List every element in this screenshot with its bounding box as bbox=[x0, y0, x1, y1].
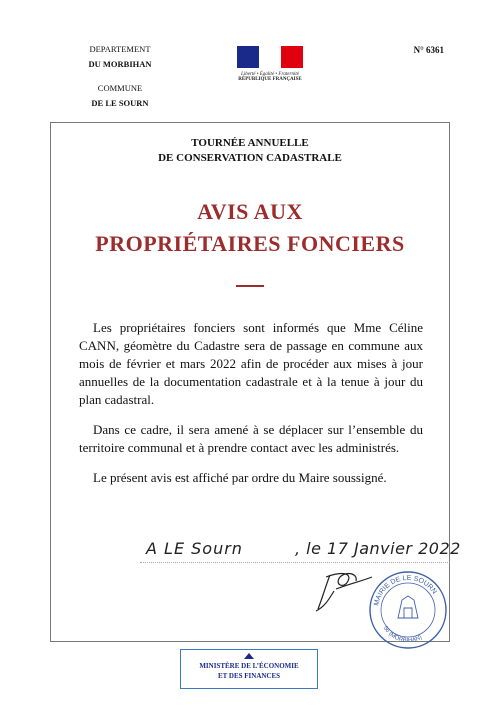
department-label: DEPARTEMENT bbox=[89, 44, 151, 54]
department-name: DU MORBIHAN bbox=[88, 59, 152, 69]
tour-line-2: DE CONSERVATION CADASTRALE bbox=[158, 152, 342, 164]
paragraph-2: Dans ce cadre, il sera amené à se déplacer sur l’ensemble du territoire communal et à prendre contact avec les administrés. bbox=[79, 422, 423, 455]
notice-body bbox=[79, 319, 423, 499]
republic-name: RÉPUBLIQUE FRANÇAISE bbox=[238, 77, 302, 82]
tour-line-1: TOURNÉE ANNUELLE bbox=[191, 137, 309, 149]
stamp-bottom-text: 56 (MORBIHAN) bbox=[381, 625, 424, 645]
signature-date: , le 17 Janvier 2022 bbox=[295, 539, 461, 558]
commune-name: DE LE SOURN bbox=[91, 98, 149, 108]
stamp-top-text: MAIRIE DE LE SOURN bbox=[373, 574, 438, 607]
commune-label: COMMUNE bbox=[97, 83, 143, 93]
ministry-logo bbox=[180, 649, 318, 689]
republic-motto: Liberté • Égalité • Fraternité bbox=[241, 72, 299, 77]
ministry-triangle-icon bbox=[244, 653, 254, 659]
svg-text:56 (MORBIHAN) bbox=[382, 625, 423, 644]
title-divider bbox=[236, 285, 264, 287]
svg-text:MAIRIE DE LE SOURN bbox=[373, 575, 437, 607]
title-line-2: PROPRIÉTAIRES FONCIERS bbox=[95, 231, 405, 256]
notice-title bbox=[50, 196, 450, 260]
paragraph-1: Les propriétaires fonciers sont informés que Mme Céline CANN, géomètre du Cadastre sera de passage en commune aux mois de février et mars 2022 afin de procéder aux mises à jour annuelles de la documentation cadastrale et à la tenue à jour du plan cadastral. bbox=[79, 320, 423, 407]
ministry-line-2: ET DES FINANCES bbox=[217, 672, 281, 680]
signature-place: A LE Sourn bbox=[146, 539, 243, 558]
paragraph-3: Le présent avis est affiché par ordre du Maire soussigné. bbox=[93, 470, 387, 485]
notice-number: N° 6361 bbox=[413, 45, 444, 55]
town-hall-stamp bbox=[368, 570, 448, 650]
tricolor-flag-icon bbox=[237, 46, 303, 68]
department-header bbox=[60, 42, 180, 111]
republic-logo bbox=[230, 46, 310, 82]
ministry-line-1: MINISTÈRE DE L’ÉCONOMIE bbox=[199, 662, 299, 670]
signature-dotted-line bbox=[140, 562, 450, 563]
notice-subtitle bbox=[50, 136, 450, 166]
title-line-1: AVIS AUX bbox=[197, 199, 303, 224]
